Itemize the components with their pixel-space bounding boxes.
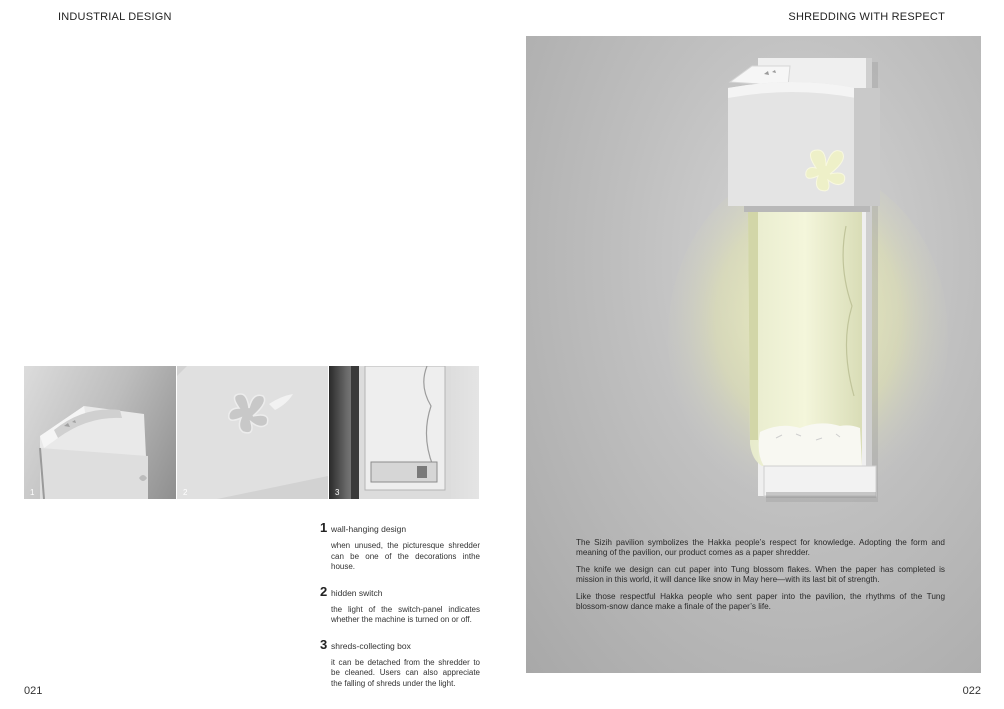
feature-number: 2: [320, 583, 328, 599]
feature-description: when unused, the picturesque shredder can be one of the decorations inthe house.: [331, 541, 480, 571]
hero-description: [576, 538, 945, 618]
detail-photo-switch: [177, 366, 328, 499]
feature-title: wall-hanging design: [331, 524, 407, 534]
hero-paragraph: The Sizih pavilion symbolizes the Hakka people’s respect for knowledge. Adopting the form and meaning of the pavilion, our product comes as a paper shredder.: [576, 538, 945, 558]
feature-title: hidden switch: [331, 587, 383, 598]
detail-photo-collecting-box: [329, 366, 479, 499]
feature-item: [320, 520, 480, 573]
page-header-left: INDUSTRIAL DESIGN: [58, 11, 172, 23]
detail-photo-wall-hanging: [24, 366, 176, 499]
page-header-right: SHREDDING WITH RESPECT: [788, 11, 945, 23]
feature-description: the light of the switch-panel indicates whether the machine is turned on or off.: [331, 604, 480, 624]
page-number-left: 021: [24, 685, 43, 697]
hero-paragraph: Like those respectful Hakka people who sent paper into the pavilion, the rhythms of the Tung blossom-snow dance make a finale of the paper’s life.: [576, 591, 945, 612]
feature-description: it can be detached from the shredder to be cleaned. Users can also appreciate the falling of shreds under the light.: [331, 657, 480, 688]
feature-number: 1: [320, 520, 328, 535]
photo-number: 2: [183, 488, 188, 497]
feature-title: shreds-collecting box: [331, 640, 411, 651]
photo-number: 3: [335, 488, 340, 497]
feature-number: 3: [320, 636, 328, 652]
hero-paragraph: The knife we design can cut paper into Tung blossom flakes. When the paper has completed is mission in this world, it will dance like snow in May here—with its last bit of strength.: [576, 564, 945, 585]
hero-product-photo: [526, 36, 981, 673]
butterfly-switch-illustration: [177, 366, 328, 499]
feature-list: [320, 520, 480, 700]
photo-number: 1: [30, 488, 35, 497]
shredder-corner-illustration: [24, 366, 176, 499]
collecting-box-illustration: [329, 366, 479, 499]
feature-item: [320, 637, 480, 690]
page-number-right: 022: [962, 685, 981, 697]
feature-item: [320, 584, 480, 626]
